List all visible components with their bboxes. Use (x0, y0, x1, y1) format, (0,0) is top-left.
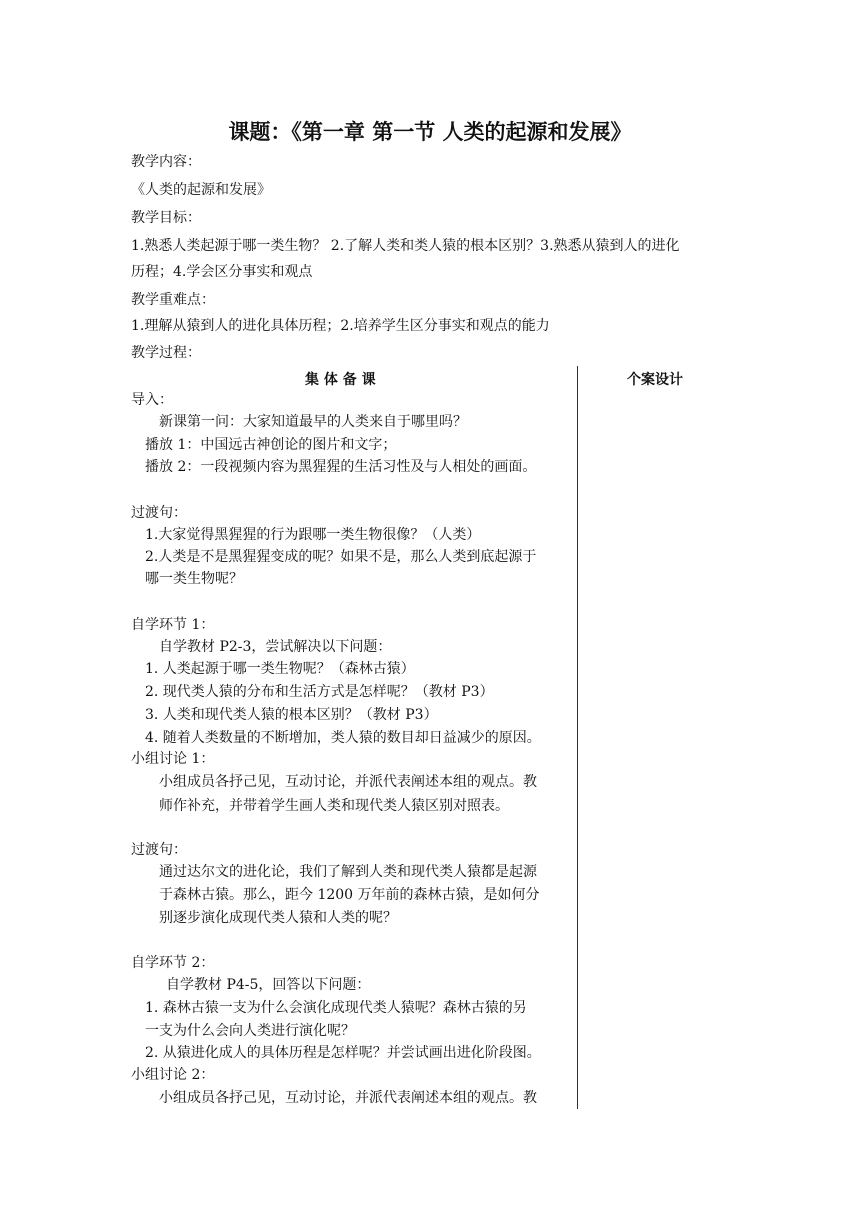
label-teaching-goals: 教学目标： (131, 210, 201, 226)
teaching-content-text: 《人类的起源和发展》 (131, 182, 271, 198)
column-header-collective-prep: 集 体 备 课 (305, 372, 376, 388)
group-discussion-1-line-1: 小组成员各抒己见，互动讨论，并派代表阐述本组的观点。教 (159, 774, 537, 790)
self-study-2-intro: 自学教材 P4-5，回答以下问题： (166, 977, 371, 993)
intro-play-2: 播放 2：一段视频内容为黑猩猩的生活习性及与人相处的画面。 (145, 459, 537, 475)
transition-item-1: 1.大家觉得黑猩猩的行为跟哪一类生物很像？（人类） (145, 527, 481, 543)
group-discussion-1-line-2: 师作补充，并带着学生画人类和现代类人猿区别对照表。 (159, 798, 509, 814)
intro-question: 新课第一问：大家知道最早的人类来自于哪里吗？ (159, 414, 467, 430)
group-discussion-2-line-1: 小组成员各抒己见，互动讨论，并派代表阐述本组的观点。教 (159, 1090, 537, 1106)
transition-item-2: 2.人类是不是黑猩猩变成的呢？如果不是，那么人类到底起源于 (145, 549, 537, 565)
transition-label-2: 过渡句： (131, 842, 187, 858)
teaching-goals-line-1: 1.熟悉人类起源于哪一类生物？ 2.了解人类和类人猿的根本区别？3.熟悉从猿到人的进化 (131, 238, 680, 254)
intro-play-1: 播放 1：中国远古神创论的图片和文字； (145, 437, 397, 453)
label-teaching-process: 教学过程： (131, 345, 201, 361)
column-header-case-design: 个案设计 (627, 372, 683, 388)
self-study-2-q1: 1. 森林古猿一支为什么会演化成现代类人猿呢？森林古猿的另 (145, 1000, 527, 1016)
transition-2-line-3: 别逐步演化成现代类人猿和人类的呢？ (159, 910, 397, 926)
group-discussion-2-label: 小组讨论 2： (131, 1067, 215, 1083)
label-teaching-content: 教学内容： (131, 154, 201, 170)
label-key-difficulties: 教学重难点： (131, 292, 215, 308)
lesson-title: 课题：《第一章 第一节 人类的起源和发展》 (228, 119, 632, 144)
self-study-1-q4: 4. 随着人类数量的不断增加，类人猿的数目却日益减少的原因。 (145, 730, 541, 746)
self-study-1-q2: 2. 现代类人猿的分布和生活方式是怎样呢？（教材 P3） (145, 684, 494, 700)
self-study-1-label: 自学环节 1： (131, 617, 215, 633)
self-study-2-q2: 2. 从猿进化成人的具体历程是怎样呢？并尝试画出进化阶段图。 (145, 1045, 541, 1061)
self-study-2-label: 自学环节 2： (131, 955, 215, 971)
transition-2-line-1: 通过达尔文的进化论，我们了解到人类和现代类人猿都是起源 (159, 864, 537, 880)
teaching-goals-line-2: 历程；4.学会区分事实和观点 (131, 264, 313, 280)
intro-label: 导入： (131, 392, 173, 408)
column-divider (577, 366, 578, 1109)
group-discussion-1-label: 小组讨论 1： (131, 751, 215, 767)
self-study-1-intro: 自学教材 P2-3，尝试解决以下问题： (159, 639, 392, 655)
self-study-1-q3: 3. 人类和现代类人猿的根本区别？（教材 P3） (145, 707, 438, 723)
transition-item-2-cont: 哪一类生物呢？ (145, 571, 243, 587)
key-difficulties-text: 1.理解从猿到人的进化具体历程；2.培养学生区分事实和观点的能力 (131, 318, 550, 334)
self-study-1-q1: 1. 人类起源于哪一类生物呢？（森林古猿） (145, 661, 415, 677)
transition-2-line-2: 于森林古猿。那么，距今 1200 万年前的森林古猿，是如何分 (159, 887, 540, 903)
transition-label-1: 过渡句： (131, 505, 187, 521)
self-study-2-q1-cont: 一支为什么会向人类进行演化呢？ (145, 1023, 355, 1039)
